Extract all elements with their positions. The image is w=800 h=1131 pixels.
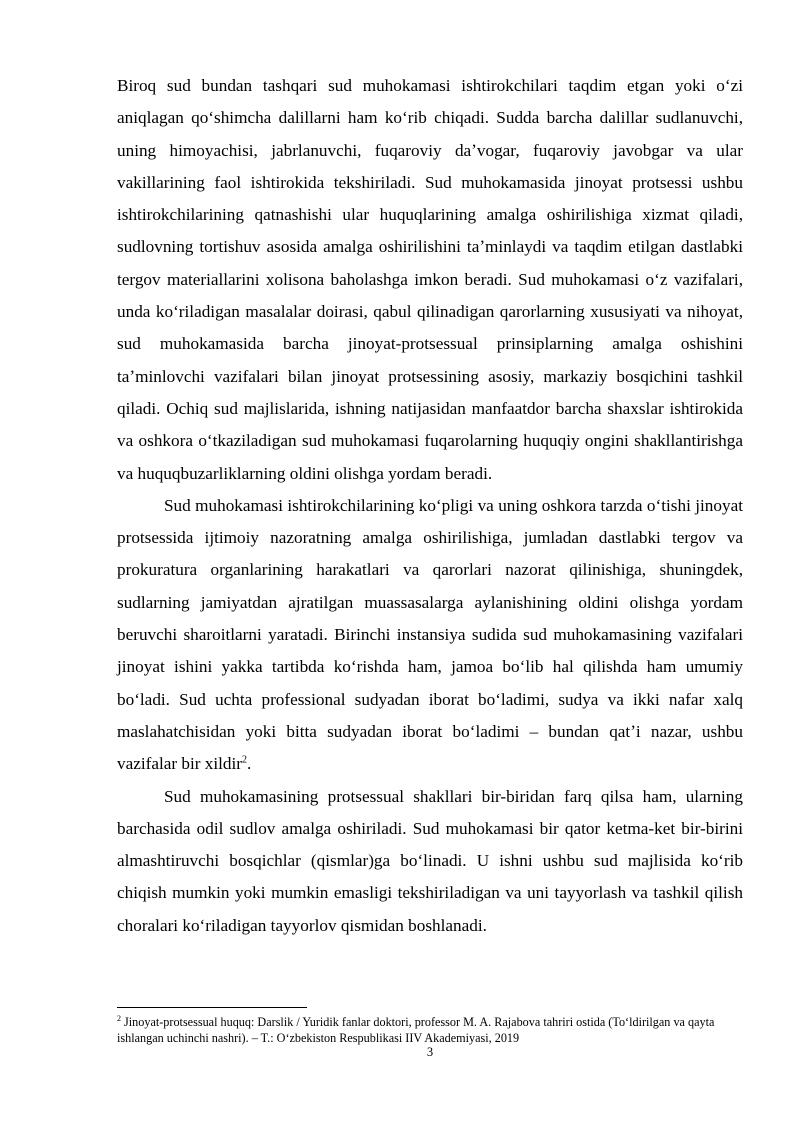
paragraph-3: Sud muhokamasining protsessual shakllari bir-biridan farq qilsa ham, ularning barchasida odil sudlov amalga oshiriladi. Sud muhokamasi bir qator ketma-ket bir-birini almashtiruvchi bosqichlar (qismlar)ga boʻlinadi. U ishni ushbu sud majlisida koʻrib chiqish mumkin yoki mumkin emasligi tekshiriladigan va uni tayyorlash va tashkil qilish choralari koʻriladigan tayyorlov qismidan boshlanadi. bbox=[117, 786, 743, 935]
paragraph-2 bbox=[117, 490, 743, 781]
body-text bbox=[117, 70, 743, 942]
paragraph-2-text: Sud muhokamasi ishtirokchilarining koʻpligi va uning oshkora tarzda oʻtishi jinoyat protsessida ijtimoiy nazoratning amalga oshirilishiga, jumladan dastlabki tergov va prokuratura organlarining harakatlari va qarorlari nazorat qilinishiga, shuningdek, sudlarning jamiyatdan ajratilgan muassasalarga aylanishining oldini olishga yordam beruvchi sharoitlarni yaratadi. Birinchi instansiya sudida sud muhokamasining vazifalari jinoyat ishini yakka tartibda koʻrishda ham, jamoa boʻlib hal qilishda ham umumiy boʻladi. Sud uchta professional sudyadan iborat boʻladimi, sudya va ikki nafar xalq maslahatchisidan yoki bitta sudyadan iborat boʻladimi – bundan qatʼi nazar, ushbu vazifalar bir xildir bbox=[117, 495, 743, 774]
footnote-marker: 2 bbox=[117, 1013, 121, 1023]
page-number: 3 bbox=[426, 1045, 434, 1059]
footnote-reference[interactable]: 2 bbox=[242, 754, 248, 766]
footnote-text: Jinoyat-protsessual huquq: Darslik / Yuridik fanlar doktori, professor M. A. Rajabova tahriri ostida (Toʻldirilgan va qayta ishlangan uchinchi nashri). – T.: Oʻzbekiston Respublikasi IIV Akademiyasi, 2019 bbox=[117, 1015, 715, 1045]
footnote-separator bbox=[117, 1007, 307, 1008]
paragraph-2-end: . bbox=[247, 754, 252, 774]
paragraph-1: Biroq sud bundan tashqari sud muhokamasi ishtirokchilari taqdim etgan yoki oʻzi aniqlagan qoʻshimcha dalillarni ham koʻrib chiqadi. Sudda barcha dalillar sudlanuvchi, uning himoyachisi, jabrlanuvchi, fuqaroviy daʼvogar, fuqaroviy javobgar va ular vakillarining faol ishtirokida tekshiriladi. Sud muhokamasida jinoyat protsessi ushbu ishtirokchilarining qatnashishi ular huquqlarining amalga oshirilishiga xizmat qiladi, sudlovning tortishuv asosida amalga oshirilishini taʼminlaydi va taqdim etilgan dastlabki tergov materiallarini xolisona baholashga imkon beradi. Sud muhokamasi oʻz vazifalari, unda koʻriladigan masalalar doirasi, qabul qilinadigan qarorlarning xususiyati va nihoyat, sud muhokamasida barcha jinoyat-protsessual prinsiplarning amalga oshishini taʼminlovchi vazifalari bilan jinoyat protsessining asosiy, markaziy bosqichini tashkil qiladi. Ochiq sud majlislarida, ishning natijasidan manfaatdor barcha shaxslar ishtirokida va oshkora oʻtkaziladigan sud muhokamasi fuqarolarning huquqiy ongini shakllantirishga va huquqbuzarliklarning oldini olishga yordam beradi. bbox=[117, 76, 743, 483]
footnote bbox=[117, 1014, 743, 1046]
